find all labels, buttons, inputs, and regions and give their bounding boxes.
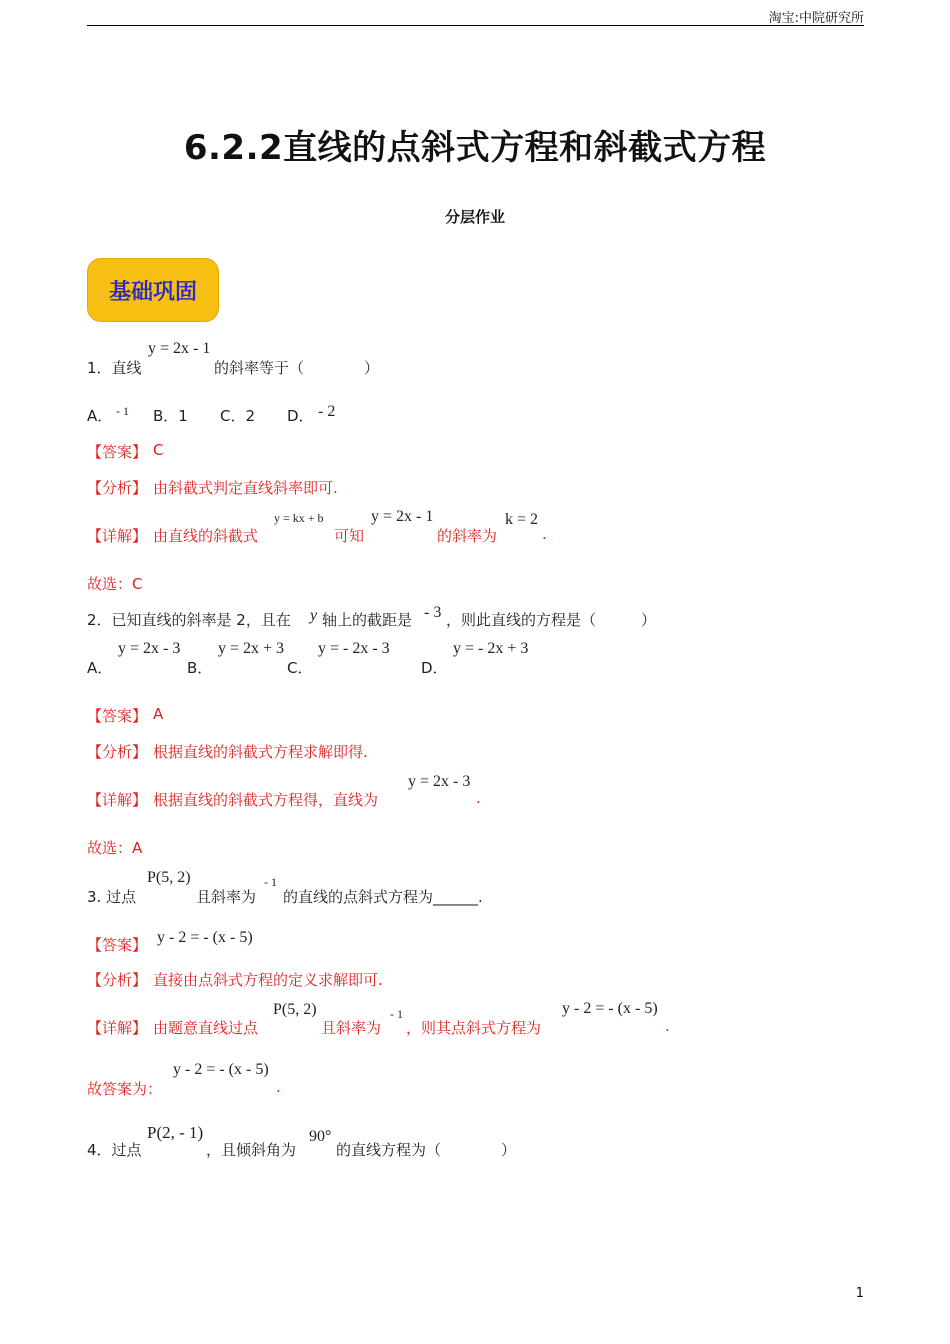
- q2-option-d: D．: [421, 659, 448, 677]
- q2-option-a-eq: y = 2x - 3: [118, 640, 181, 657]
- q4-point: P(2, - 1): [147, 1123, 204, 1142]
- q1-equation: y = 2x - 1: [148, 340, 211, 357]
- q4-stem: 4．过点: [87, 1141, 142, 1159]
- q3-detail-equation: y - 2 = - (x - 5): [562, 1000, 658, 1017]
- page-subtitle: 分层作业: [444, 208, 505, 226]
- q2-option-c: C．: [287, 659, 313, 677]
- q2-choose: 故选：A: [87, 839, 143, 857]
- q2-stem-value: - 3: [424, 604, 442, 621]
- q1-detail-end: .: [542, 525, 547, 543]
- q2-answer: A: [153, 705, 164, 723]
- q3-slope: - 1: [264, 875, 277, 889]
- q3-detail-text-1: 由题意直线过点: [153, 1019, 259, 1037]
- q3-detail-text-3: ，则其点斜式方程为: [406, 1019, 542, 1037]
- q3-detail-point: P(5, 2): [273, 1001, 317, 1018]
- q2-detail-end: .: [476, 789, 481, 807]
- q1-detail-equation-1: y = kx + b: [274, 511, 324, 525]
- q1-option-a-value: - 1: [116, 404, 129, 418]
- q2-analysis-tag: 【分析】: [87, 743, 148, 761]
- q3-stem-3: 的直线的点斜式方程为______.: [283, 888, 483, 906]
- page-title: 6.2.2直线的点斜式方程和斜截式方程: [183, 128, 767, 168]
- q4-angle: 90°: [309, 1128, 332, 1145]
- q3-stem-2: 且斜率为: [196, 888, 257, 906]
- q3-answer-equation: y - 2 = - (x - 5): [157, 929, 253, 946]
- q2-stem-2: 轴上的截距是: [322, 611, 413, 629]
- q1-detail-text-1: 由直线的斜截式: [153, 527, 259, 545]
- q1-detail-tag: 【详解】: [87, 527, 148, 545]
- q2-stem-3: ，则此直线的方程是（ ）: [446, 611, 657, 629]
- q2-option-d-eq: y = - 2x + 3: [453, 640, 529, 657]
- q1-analysis: 由斜截式判定直线斜率即可.: [153, 479, 338, 497]
- q2-detail-tag: 【详解】: [87, 791, 148, 809]
- q2-detail: 根据直线的斜截式方程得，直线为: [153, 791, 379, 809]
- q2-stem: 2．已知直线的斜率是 2，且在: [87, 611, 291, 629]
- q2-stem-y: y: [310, 607, 318, 624]
- q1-answer: C: [153, 441, 164, 459]
- q4-stem-2: ，且倾斜角为: [206, 1141, 297, 1159]
- q3-stem: 3. 过点: [87, 888, 137, 906]
- q3-detail-end: .: [665, 1017, 670, 1035]
- q2-answer-tag: 【答案】: [87, 707, 148, 725]
- q3-point: P(5, 2): [147, 869, 191, 886]
- q1-detail-text-2: 可知: [334, 527, 365, 545]
- q1-stem: 1．直线: [87, 359, 142, 377]
- header-divider: [87, 25, 864, 26]
- page-number: 1: [855, 1286, 864, 1301]
- q2-option-b-eq: y = 2x + 3: [218, 640, 285, 657]
- q3-final-equation: y - 2 = - (x - 5): [173, 1061, 269, 1078]
- q1-answer-tag: 【答案】: [87, 443, 148, 461]
- q1-analysis-tag: 【分析】: [87, 479, 148, 497]
- q1-option-c: C．2: [220, 407, 256, 425]
- q1-detail-equation-2: y = 2x - 1: [371, 508, 434, 525]
- q1-choose: 故选：C: [87, 575, 143, 593]
- q2-option-b: B．: [187, 659, 213, 677]
- q3-detail-slope: - 1: [390, 1007, 403, 1021]
- q2-detail-equation: y = 2x - 3: [408, 773, 471, 790]
- header-source: 淘宝:中院研究所: [768, 11, 864, 26]
- q3-analysis-tag: 【分析】: [87, 971, 148, 989]
- q3-answer-tag: 【答案】: [87, 936, 148, 954]
- q3-detail-text-2: 且斜率为: [321, 1019, 382, 1037]
- q1-detail-text-3: 的斜率为: [437, 527, 498, 545]
- q1-detail-equation-3: k = 2: [505, 511, 539, 528]
- q1-stem-tail: 的斜率等于（ ）: [214, 359, 380, 377]
- q2-option-a: A．: [87, 659, 113, 677]
- q2-analysis: 根据直线的斜截式方程求解即得.: [153, 743, 368, 761]
- q1-option-b: B．1: [153, 407, 188, 425]
- q1-option-d-value: - 2: [318, 403, 336, 420]
- q1-option-a: A．: [87, 407, 113, 425]
- section-badge: 基础巩固: [87, 258, 219, 322]
- q3-analysis: 直接由点斜式方程的定义求解即可.: [153, 971, 383, 989]
- q3-final-end: .: [276, 1078, 281, 1096]
- q3-detail-tag: 【详解】: [87, 1019, 148, 1037]
- q2-option-c-eq: y = - 2x - 3: [318, 640, 390, 657]
- q1-option-d: D．: [287, 407, 314, 425]
- q4-stem-3: 的直线方程为（ ）: [336, 1141, 517, 1159]
- q3-final-label: 故答案为：: [87, 1080, 163, 1098]
